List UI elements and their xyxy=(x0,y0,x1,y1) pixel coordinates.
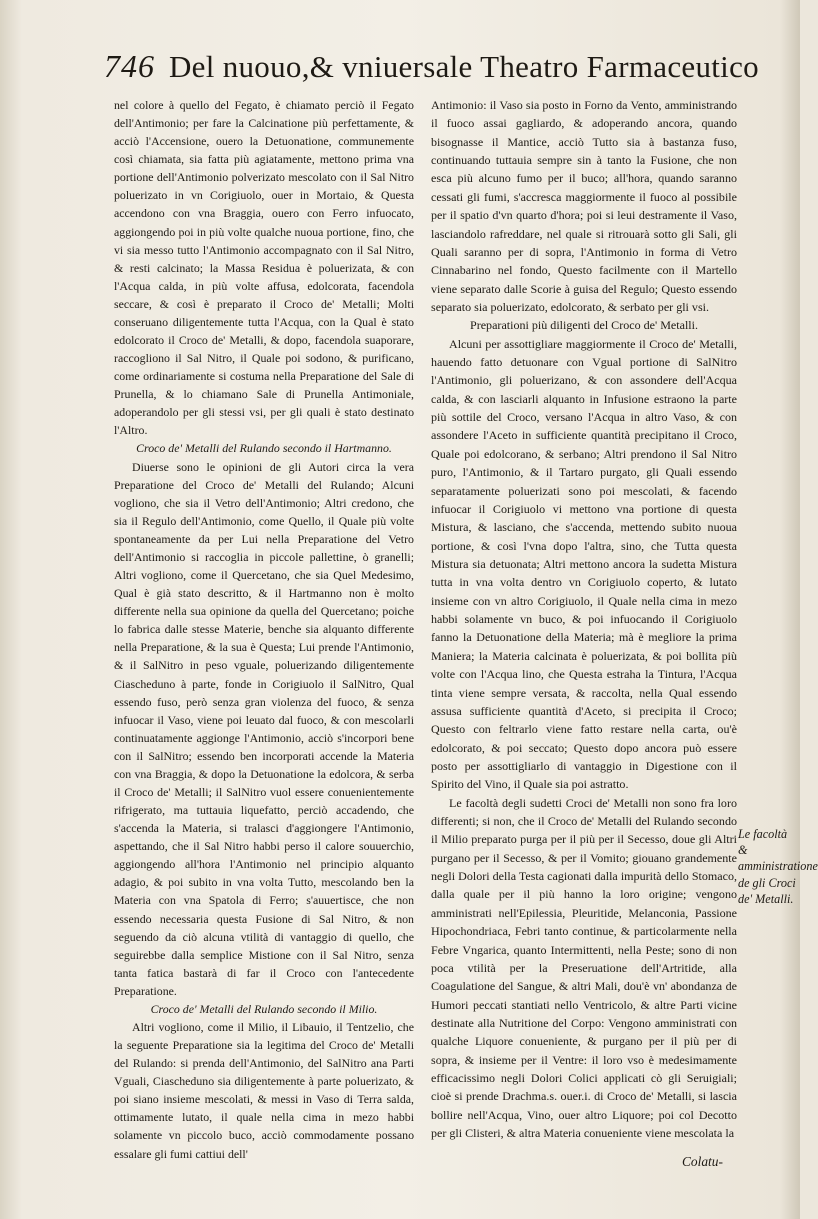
paragraph: Diuerse sono le opinioni de gli Autori circa la vera Preparatione del Croco de' Metalli del Rulando; Alcuni vogliono, che sia il Vetro dell'Antimonio; Altri credono, che sia il Regulo dell'Antimonio, come Quello, il Quale più volte spontaneamente da per Lui nella Preparatione del Vetro dell'Antimonio si raccoglia in piccole pallettine, ò granelli; Altri vogliono, come il Quercetano, che sia Quel Medesimo, Qual è già stato descritto, & il Hartmanno non è molto differente nella sua opinione da quella del Quercetano; poiche lo fabrica dalle stesse Materie, benche sia alquanto differente nella Preparatione, & la sua è Questa; Lui prende l'Antimonio, & il SalNitro in peso vguale, poluerizando diligentemente Ciascheduno à parte, fonde in Corigiuolo il SalNitro, Qual essendo fuso, però senza gran violenza del fuoco, & senza infuocar il Vaso, viene poi leuato dal fuoco, & con mescolarli continuatamente aggionge l'Antimonio, acciò s'incorpori bene con il SalNitro; essendo ben incorporati accende la Materia con vna Braggia, & dopo la Detuonatione la edolcora, & serba il Croco de' Metalli; il SalNitro vuol essere conuenientemente rifrigerato, ma tuttauia liquefatto, perciò accadendo, che s'accenda la Materia, si tralasci d'aggiongere l'Antimonio, aspettando, che il Sal Nitro habbi perso il calore souuerchio, aggiongendo all'hora l'Antimonio nel principio alquanto adagio, & poi subito in vna volta Tutto, mescolando ben la Materia con vna Spatola di Ferro; s'auuertisce, che non essendo necessaria questa Fusione di Sal Nitro, & non seguendo da ciò alcuna vtilità di vantaggio di quello, che seguirebbe dalla semplice Mistione con il Sal Nitro, senza tanta fatica bastarà di far il Croco con l'antecedente Preparatione. xyxy=(114,459,414,998)
paragraph: Antimonio: il Vaso sia posto in Forno da Vento, amministrando il fuoco assai gagliardo, & adoperando ancora, quando bisognasse il Mantice, acciò Tutto sia à bastanza fuso, continuando tuttauia sempre sin à tanto la Fusione, che non esca più alcuno fumo per il buco; all'hora, quando saranno cessati gli fumi, s'accresca maggiormente il fuoco al possibile per il spatio d'vn quarto d'hora; poi si leui destramente il Vaso, lasciandolo rafreddare, nel quale si ritrouarà sotto gli Sali, gli Quali saranno per di sopra, l'Antimonio in forma di Vetro Cinnabarino nel fondo, Questo facilmente con il Martello viene separato dalle Scorie à guisa del Regulo; Questo essendo separato sia poluerizato, edolcorato, & serbato per gli vsi. xyxy=(431,98,737,314)
page-header xyxy=(104,48,759,96)
paragraph: Alcuni per assottigliare maggiormente il Croco de' Metalli, hauendo fatto detuonare con Vgual portione di SalNitro l'Antimonio, gli poluerizano, & con assondere dell'Acqua calda, & con lasciarli alquanto in Infusione estraono la parte più sottile del Croco, versano l'Acqua in altro Vaso, & con assondere l'Aceto in sufficiente quantità precipitano il Croco, Quale poi edolcorano, & serbano; Altri prendono il Sal Nitro puro, l'Antimonio, & il Tartaro purgato, gli Quali essendo separatamente poluerizati sono poi mescolati, & facendo infuocar il Corigiuolo vi mettono vna portione di questa Mistura, & lasciano, che s'accenda, mettendo subito nuoua portione, & così l'vna dopo l'altra, sino, che Tutta questa Mistura sia detuonata; Altri mettono ancora la sudetta Mistura tutta in vna volta dentro vn Corigiuolo coperto, & lutato insieme con vn altro Corigiuolo, il Quale nella cima in mezo habbi solamente vn buco, & poi infuocando il Corigiuolo fanno la Detuonatione della Materia; mà è megliore la prima Maniera; la Materia calcinata è poluerizata, & poi bollita più volte con l'Acqua lino, che Questa estraha la Tintura, l'Acqua tinta viene sempre versata, & raccolta, nella Qual essendo assusa sufficiente quantità d'Aceto, si precipita il Croco; Questo con feltrarlo viene fatto restare nella carta, ou'è edolcorato, & poi seccato; Questo dopo ancora può essere posto per assottigliarlo di vantaggio in Digestione con il Spirito del Vino, il Quale sia poi astratto. xyxy=(431,336,737,792)
paragraph: Altri vogliono, come il Milio, il Libauio, il Tentzelio, che la seguente Preparatione sia la legitima del Croco de' Metalli del Rulando: si prenda dell'Antimonio, del SalNitro ana Parti Vguali, Ciascheduno sia diligentemente à parte poluerizato, & poi siano insieme mescolati, & messi in Vaso di Terra salda, ottimamente lutato, il quale nella cima in mezo habbi solamente vn piccolo buco, acciò commodamente possano essalare gli fumi cattiui dell' xyxy=(114,1019,414,1161)
right-column xyxy=(431,96,737,1142)
running-title: Del nuouo,& vniuersale Theatro Farmaceutico xyxy=(169,49,759,84)
section-heading: Croco de' Metalli del Rulando secondo il Milio. xyxy=(150,1001,378,1016)
catchword: Colatu- xyxy=(682,1154,723,1169)
section-heading: Croco de' Metalli del Rulando secondo il Hartmanno. xyxy=(136,441,392,456)
paragraph: Le facoltà degli sudetti Croci de' Metalli non sono fra loro differenti; si non, che il Croco de' Metalli del Rulando secondo il Milio preparato purga per il più per il Secesso, doue gli Altri purgano per il Secesso, & per il Vomito; giouano grandemente negli Dolori della Testa cagionati dalla impurità dello Stomaco, dalla quale per il più hanno la loro origine; vengono amministrati nell'Epilessia, Pleuritide, Melanconia, Passione Hipochondriaca, Febri tanto continue, & particolarmente nella Febre Vngarica, quanto Intermittenti, nella Peste; sono di non poca vtilità per la Preseruatione dell'Artritide, alla Coagulatione del Sangue, & altri Mali, dou'è vn' abondanza de Humori peccati stantiati nello Ventricolo, & altre Parti vicine destinate alla Nutritione del Corpo: Vengono amministrati con qualche Liquore conueniente, & purgano per il più per di sopra, & insieme per il Ventre: il loro vso è medesimamente efficacissimo negli Dolori Colici applicati cò gli Seruigiali; cioè si prende Drachma.s. ouer.i. di Croco de' Metalli, si lascia bollire nell'Acqua, Vino, ouer altro Liquore; poi col Decotto per gli Clisteri, & altra Materia conueniente viene mescolata la xyxy=(431,795,737,1141)
page-number: 746 xyxy=(104,48,155,84)
left-column xyxy=(114,96,414,1163)
paragraph: nel colore à quello del Fegato, è chiamato perciò il Fegato dell'Antimonio; per fare la Calcinatione più perfettamente, & acciò l'Accensione, ouero la Detuonatione, communemente così chiamata, sia fatta più agiatamente, mettono prima vna portione dell'Antimonio polverizato mescolato con il Sal Nitro poluerizato in vn Corigiuolo, ouer in Mortaio, & Questa accendono con vna Braggia, ouero con Ferro infuocato, aggiongendo poi in più volte qualche nuoua portione, fino, che vi sia messo tutto l'Antimonio accompagnato con il Sal Nitro, & resti calcinato; la Massa Residua è poluerizata, & con l'Acqua calda, in più volte affusa, edolcorata, facendola seccare, & così è preparato il Croco de' Metalli; Molti conseruano diligentemente tutta l'Acqua, con la Qual è stato edolcorato il Croco de' Metalli, & dopo, facendola suaporare, raccogliono il Sal Nitro, il Quale poi sodono, & purificano, come ordinariamente si costuma nella Preparatione del Sale di Prunella, & lo chiamano Sale di Prunella Antimoniale, adoperandolo per gli stessi vsi, per gli quali è stato destinato l'Altro. xyxy=(114,98,414,438)
section-heading: Preparationi più diligenti del Croco de' Metalli. xyxy=(470,318,698,333)
marginal-note: Le facoltà & amministratione de gli Croci de' Metalli. xyxy=(738,827,818,906)
